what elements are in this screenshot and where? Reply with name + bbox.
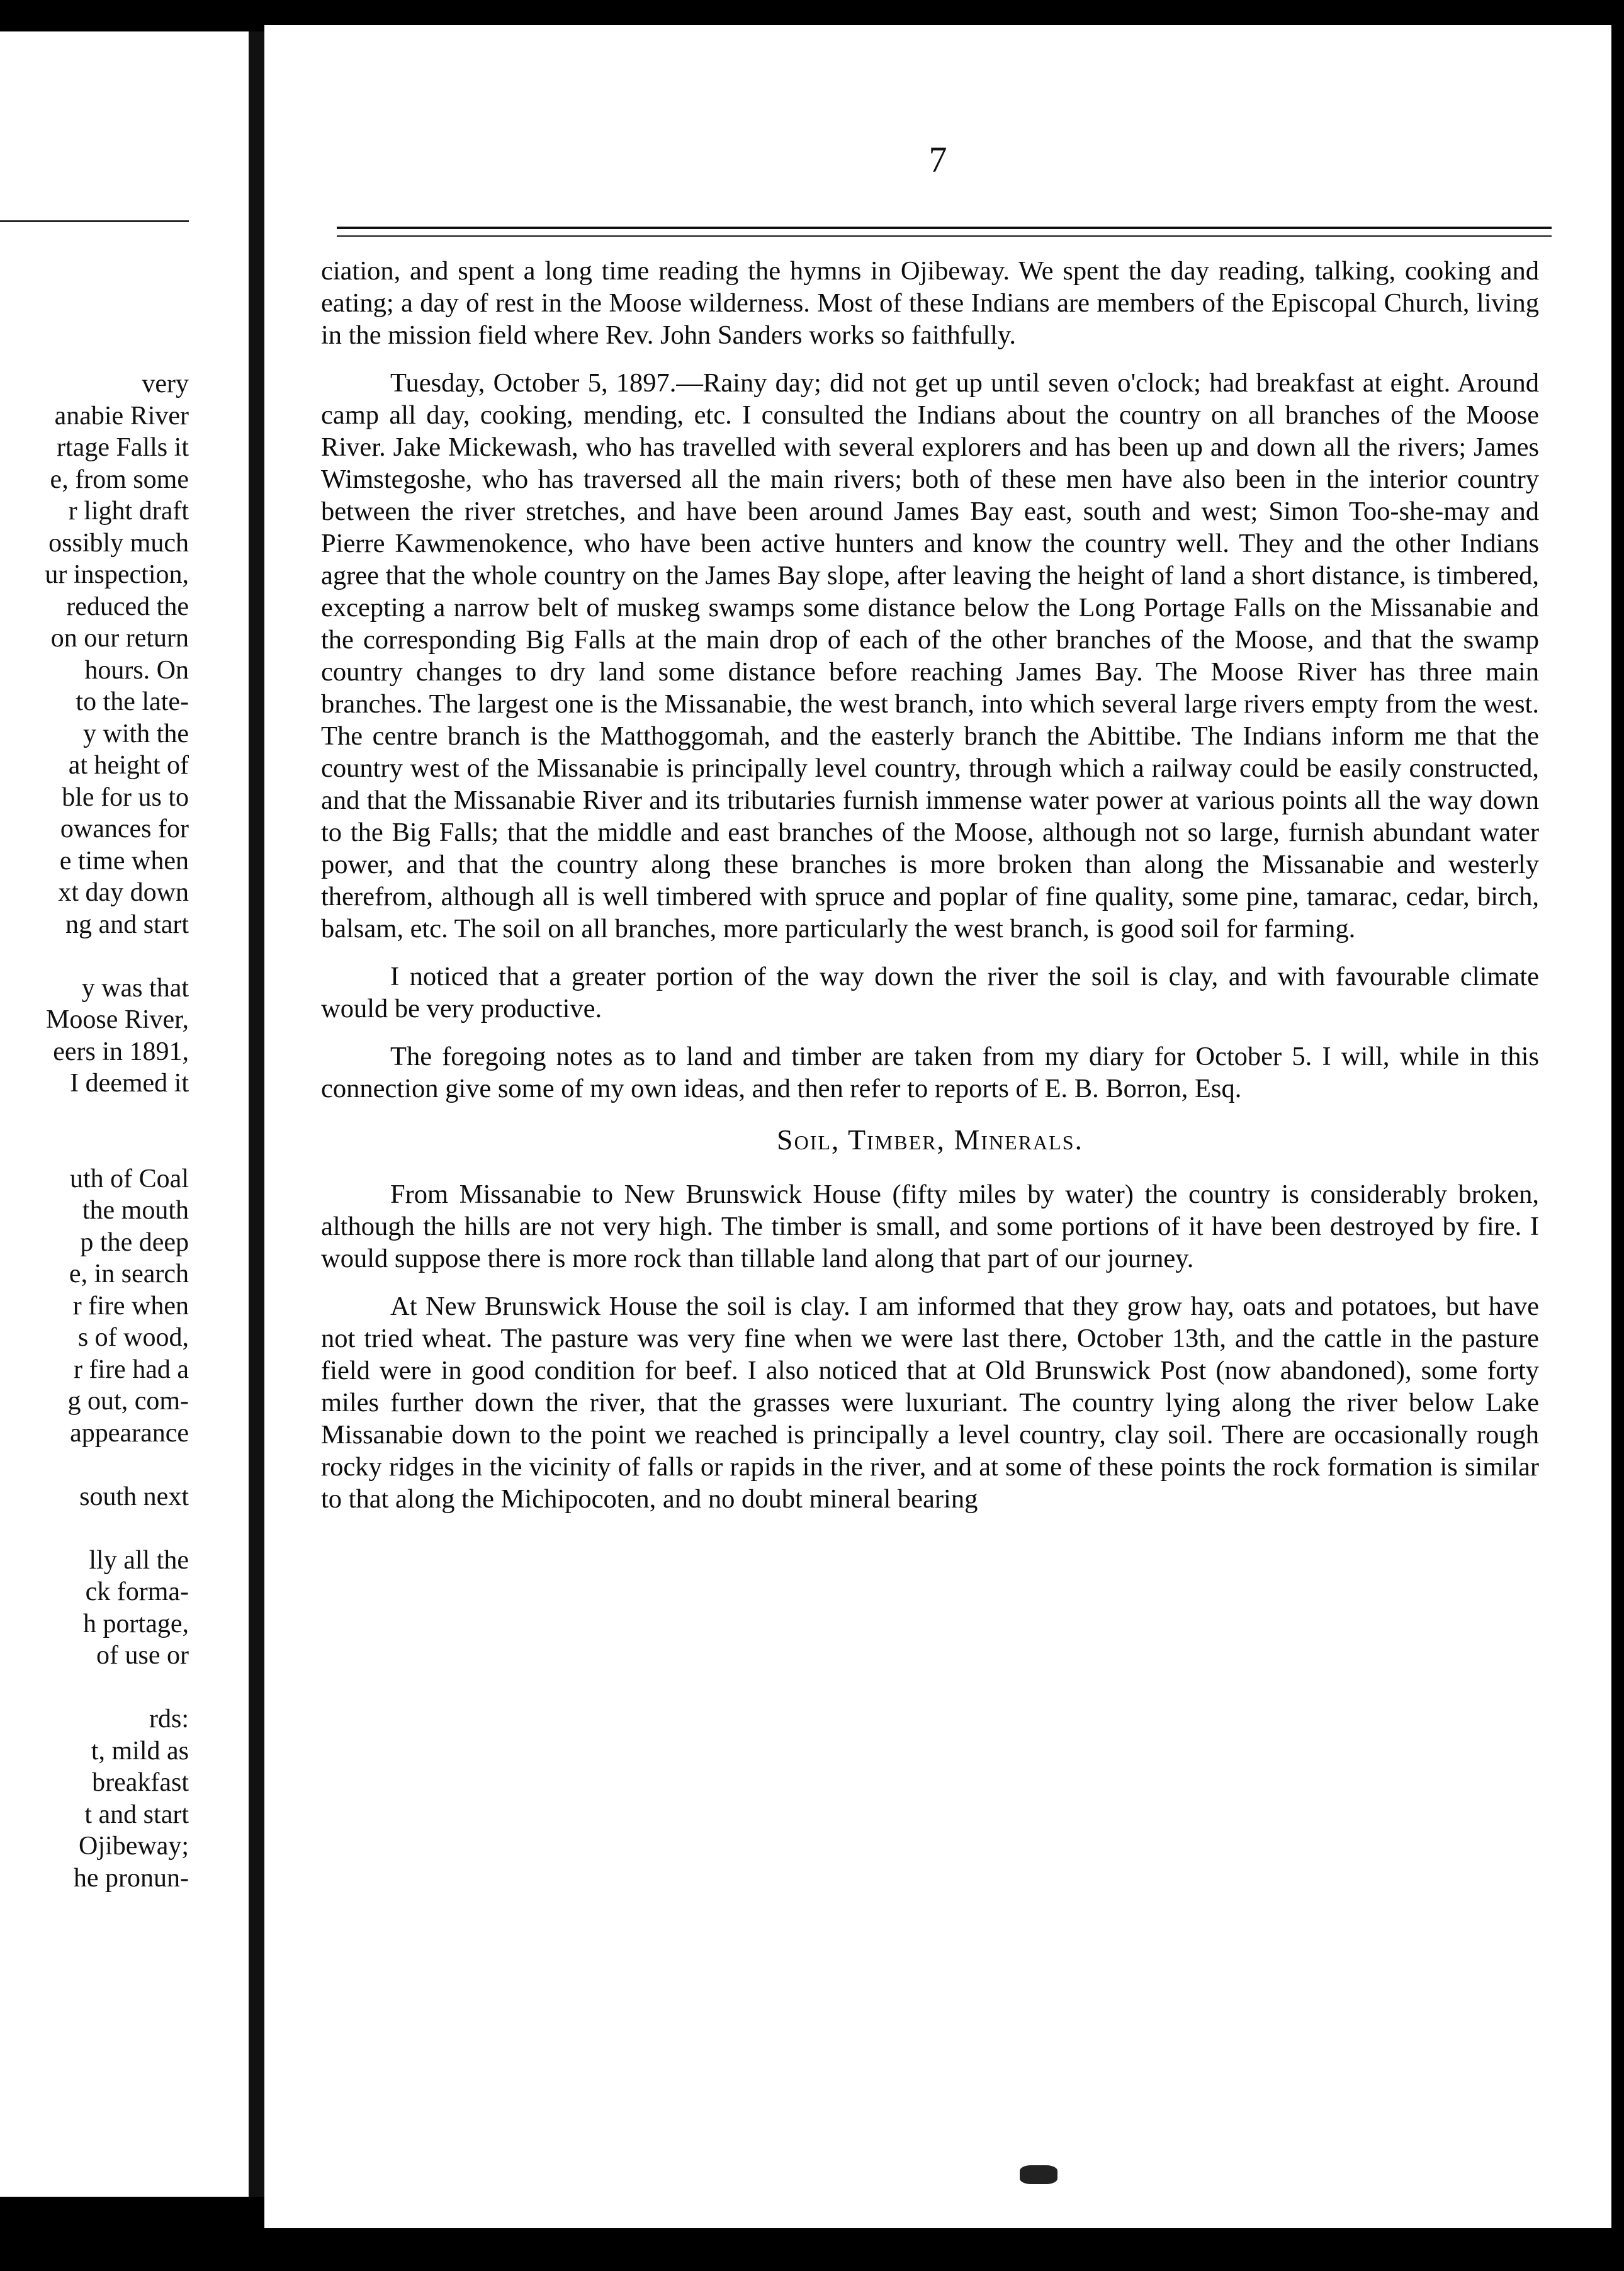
facing-page-line: xt day down xyxy=(58,878,189,907)
facing-page-line xyxy=(0,940,189,972)
facing-page-line xyxy=(0,1449,189,1481)
facing-page-line: the mouth xyxy=(82,1196,189,1225)
facing-page-line: uth of Coal xyxy=(70,1164,189,1193)
facing-page-line: anabie River xyxy=(54,401,189,431)
facing-page-line: very xyxy=(142,369,189,398)
facing-page-line: ng and start xyxy=(65,910,189,939)
scan-mark xyxy=(1020,2165,1057,2184)
facing-page-line xyxy=(0,1672,189,1704)
facing-page-line: owances for xyxy=(60,814,189,843)
facing-page-line: on our return xyxy=(50,624,189,653)
page-number: 7 xyxy=(928,139,947,180)
facing-page-line: y with the xyxy=(83,719,189,748)
facing-page-line: r fire had a xyxy=(73,1355,189,1384)
facing-page-line: appearance xyxy=(70,1418,189,1448)
facing-page-line: r light draft xyxy=(68,497,189,526)
facing-page-line: hours. On xyxy=(84,655,189,685)
facing-page-rule xyxy=(0,220,189,222)
facing-page-line: at height of xyxy=(68,751,189,780)
main-page xyxy=(264,25,1611,2228)
facing-page-line: y was that xyxy=(81,973,189,1003)
facing-page-line: e, from some xyxy=(50,465,189,494)
facing-page-line: e, in search xyxy=(69,1259,189,1288)
header-rule-secondary xyxy=(337,235,1552,237)
paragraph-diary-entry: Tuesday, October 5, 1897.—Rainy day; did not get up until seven o'clock; had breakfast at eight. Around camp all day, cooking, mending, etc. I consulted the Indians about the country on all branches of the Moose River. Jake Mickewash, who has travelled with several explorers and has been up and down all the rivers; James Wimstegoshe, who has traversed all the main rivers; both of these men have also been in the interior country between the river stretches, and have been around James Bay east, south and west; Simon Too-she-may and Pierre Kawmenokence, who have been active hunters and know the country well. They and the other Indians agree that the whole country on the James Bay slope, after leaving the height of land a short distance, is timbered, excepting a narrow belt of muskeg swamps some distance below the Long Portage Falls on the Missanabie and the corresponding Big Falls at the main drop of each of the other branches of the Moose, and that the swamp country changes to dry land some distance before reaching James Bay. The Moose River has three main branches. The largest one is the Missanabie, the west branch, into which several large rivers empty from the west. The centre branch is the Matthoggomah, and the easterly branch the Abittibe. The Indians inform me that the country west of the Missanabie is principally level country, through which a railway could be easily constructed, and that the Missanabie River and its tributaries furnish immense water power at various points all the way down to the Big Falls; that the middle and east branches of the Moose, although not so large, furnish abundant water power, and that the country along these branches is more broken than along the Missanabie and westerly therefrom, although all is well timbered with spruce and poplar of fine quality, some pine, tamarac, cedar, birch, balsam, etc. The soil on all branches, more particularly the west branch, is good soil for farming. xyxy=(321,368,1539,944)
facing-page-line: ossibly much xyxy=(48,528,189,558)
facing-page-line: I deemed it xyxy=(70,1069,189,1098)
facing-page-line: eers in 1891, xyxy=(53,1037,189,1066)
facing-page-line: he pronun- xyxy=(73,1863,189,1893)
section-heading: Soil, Timber, Minerals. xyxy=(776,1124,1084,1156)
facing-page-line: south next xyxy=(79,1482,189,1511)
facing-page-line: g out, com- xyxy=(67,1387,189,1416)
facing-page-line: e time when xyxy=(59,846,189,876)
facing-page-fragment xyxy=(0,31,249,2197)
facing-page-line: ur inspection, xyxy=(45,560,189,589)
facing-page-line: t, mild as xyxy=(91,1736,189,1766)
paragraph-continuation: ciation, and spent a long time reading the hymns in Ojibeway. We spent the day reading, talking, cooking and eating; a day of rest in the Moose wilderness. Most of these Indians are members of the Episcopal Church, living in the mission field where Rev. John Sanders works so faithfully. xyxy=(321,256,1539,350)
facing-page-line: breakfast xyxy=(92,1768,189,1797)
paragraph-new-brunswick: At New Brunswick House the soil is clay. I am informed that they grow hay, oats and potatoes, but have not tried wheat. The pasture was very fine when we were last there, October 13th, and the cattle in the pasture field were in good condition for beef. I also noticed that at Old Brunswick Post (now abandoned), some forty miles further down the river, that the grasses were luxuriant. The country lying along the river below Lake Missanabie down to the point we reached is principally a level country, clay soil. There are occasionally rough rocky ridges in the vicinity of falls or rapids in the river, and at some of these points the rock formation is similar to that along the Michipocoten, and no doubt mineral bearing xyxy=(321,1292,1539,1514)
facing-page-text xyxy=(0,368,189,1894)
facing-page-line: Moose River, xyxy=(46,1005,189,1034)
body-text xyxy=(321,255,1539,1531)
facing-page-line: rtage Falls it xyxy=(57,433,189,462)
facing-page-line xyxy=(0,1131,189,1163)
facing-page-line: to the late- xyxy=(76,687,189,716)
header-rule xyxy=(337,227,1552,229)
paragraph-soil-note: I noticed that a greater portion of the way down the river the soil is clay, and with favourable climate would be very productive. xyxy=(321,962,1539,1023)
paragraph-foregoing-notes: The foregoing notes as to land and timber are taken from my diary for October 5. I will, while in this connection give some of my own ideas, and then refer to reports of E. B. Borron, Esq. xyxy=(321,1042,1539,1103)
facing-page-line: of use or xyxy=(96,1641,189,1670)
facing-page-line: rds: xyxy=(149,1705,189,1733)
facing-page-line: Ojibeway; xyxy=(79,1832,189,1861)
facing-page-line: t and start xyxy=(84,1800,189,1829)
facing-page-line xyxy=(0,1100,189,1132)
paragraph-missanabie: From Missanabie to New Brunswick House (fifty miles by water) the country is considerably broken, although the hills are not very high. The timber is small, and some portions of it have been destroyed by fire. I would suppose there is more rock than tillable land along that part of our journey. xyxy=(321,1180,1539,1273)
facing-page-line: lly all the xyxy=(89,1545,189,1575)
facing-page-line: ck forma- xyxy=(85,1577,189,1606)
facing-page-line: reduced the xyxy=(66,592,189,621)
facing-page-line: ble for us to xyxy=(62,782,189,812)
facing-page-line: r fire when xyxy=(72,1291,189,1321)
facing-page-line: h portage, xyxy=(83,1609,189,1638)
facing-page-line xyxy=(0,1513,189,1545)
facing-page-line: s of wood, xyxy=(77,1323,189,1352)
facing-page-line: p the deep xyxy=(80,1227,189,1257)
